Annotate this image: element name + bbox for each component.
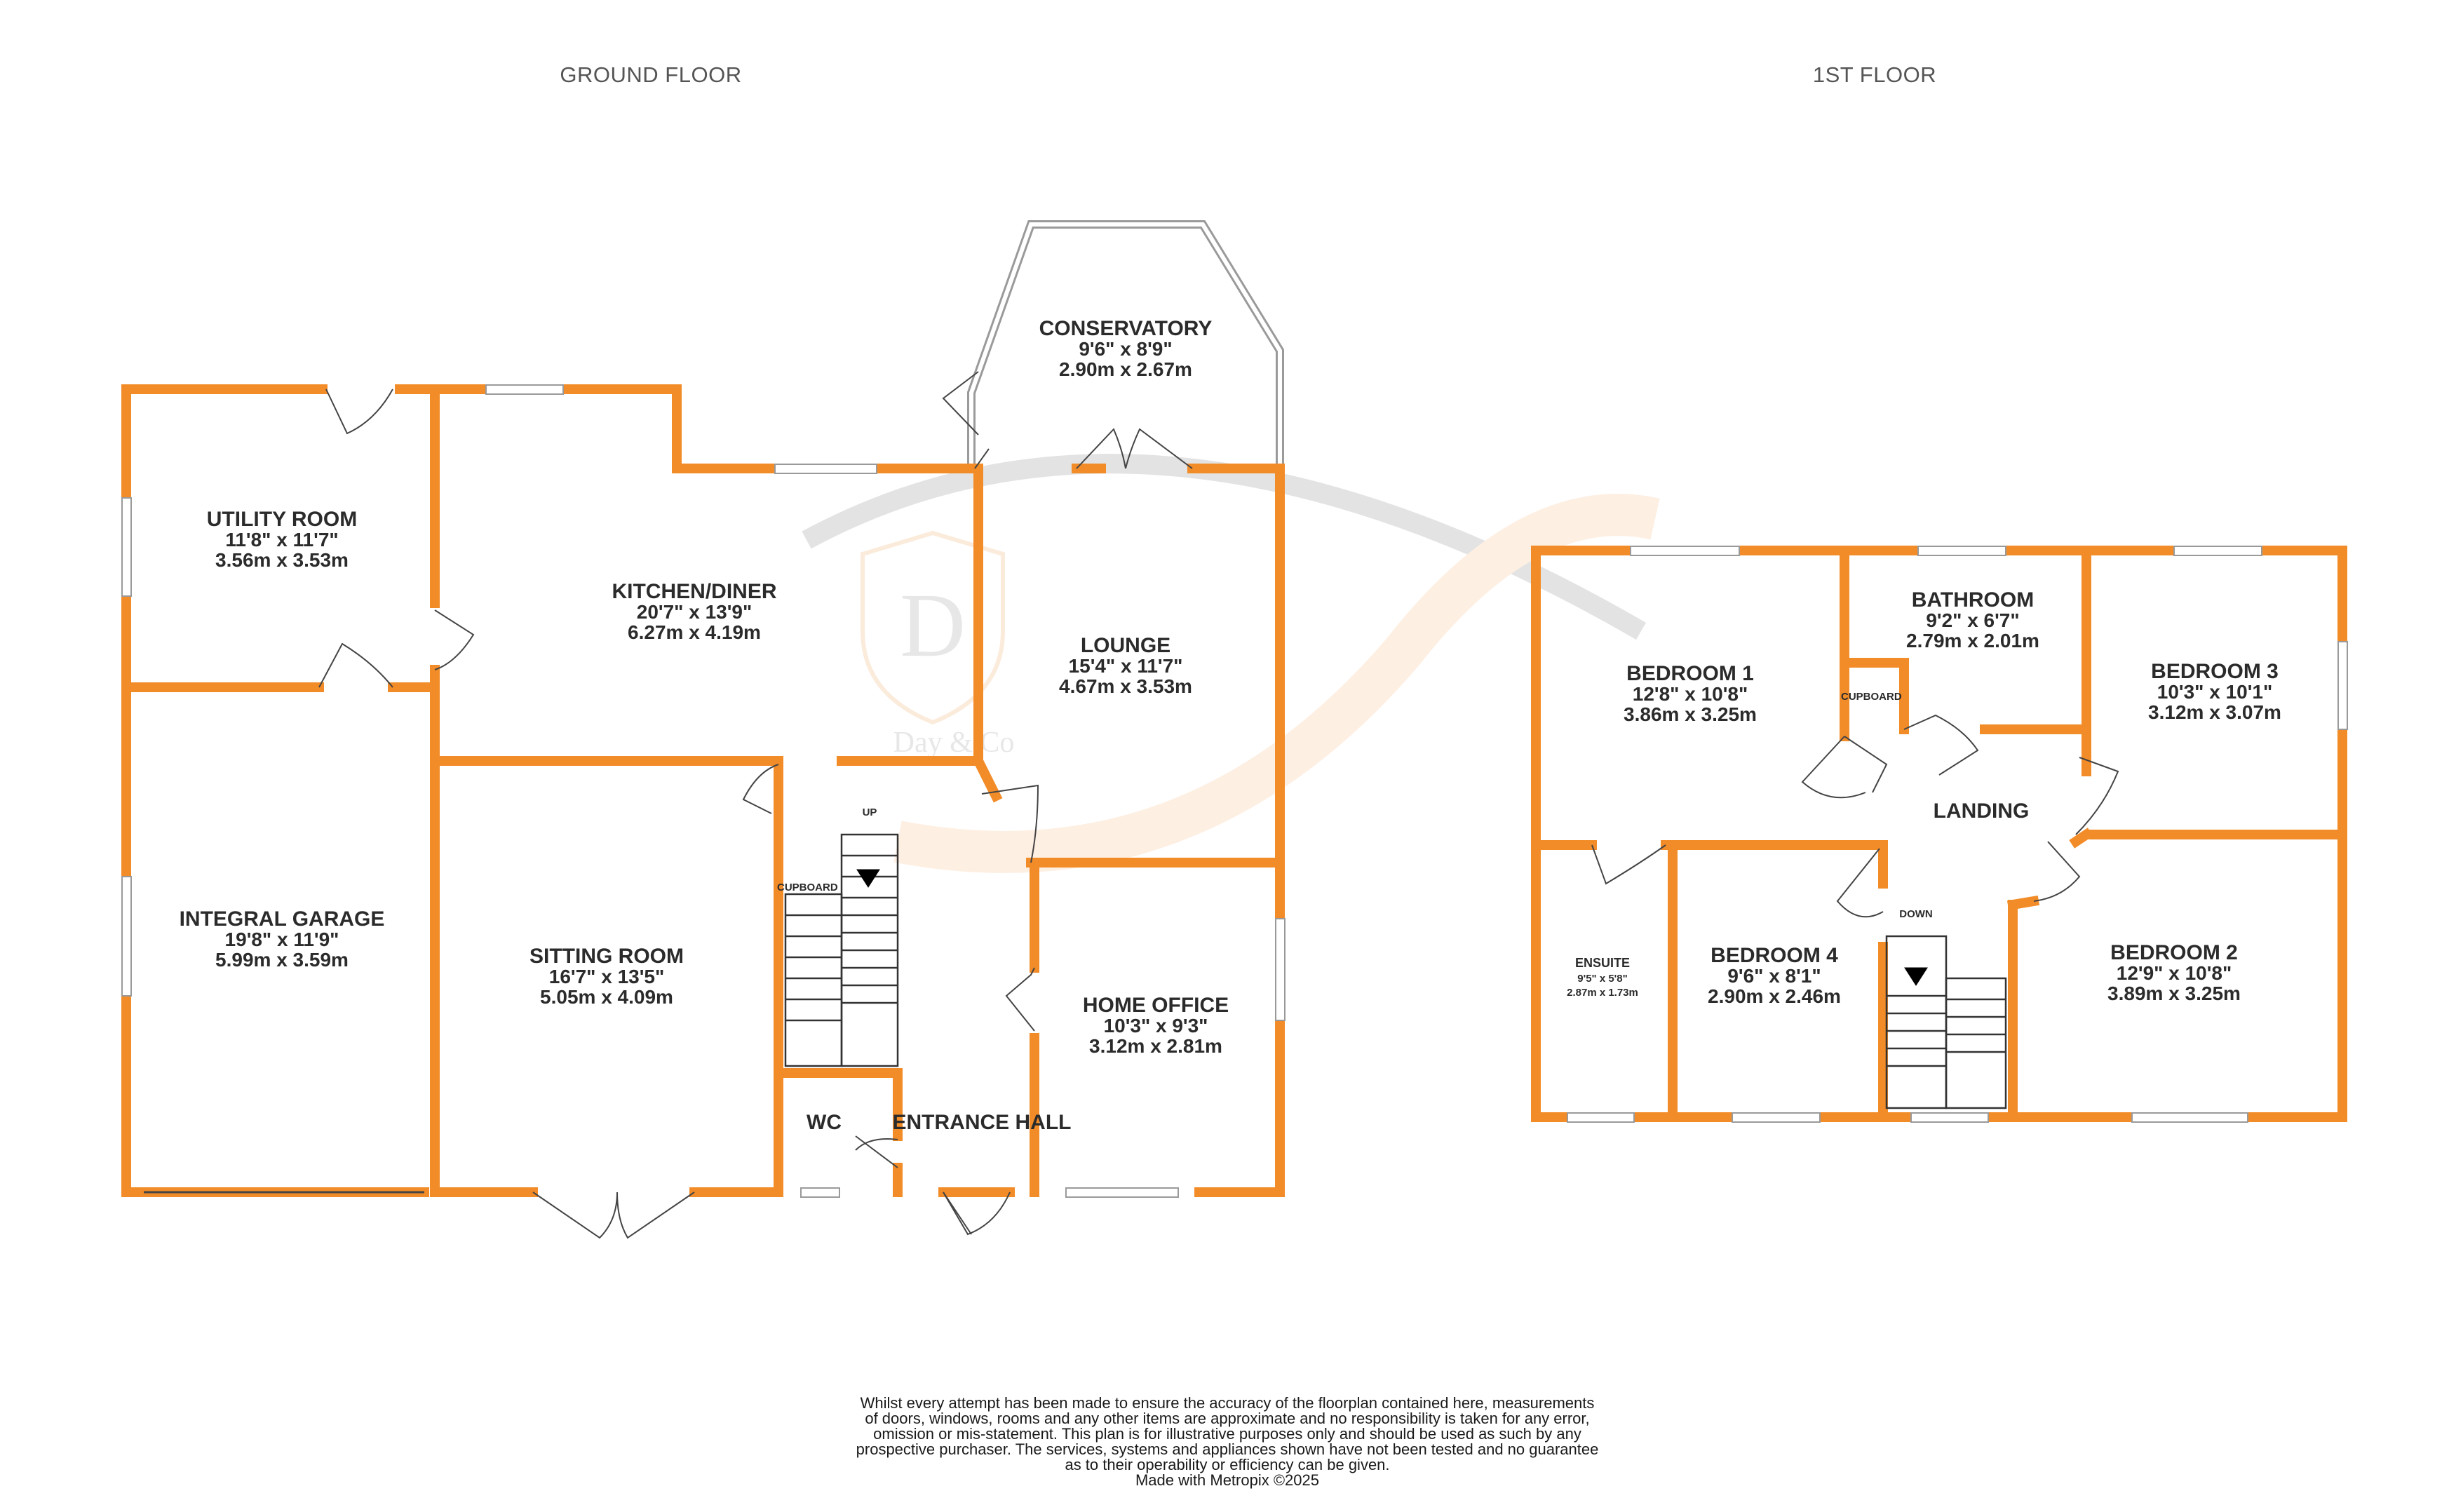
utility-name: UTILITY ROOM [206, 508, 358, 531]
window-bed2 [2132, 1113, 2248, 1122]
disclaimer-line: as to their operability or efficiency can be given. [1065, 1456, 1390, 1473]
ground-floor-plan [122, 224, 1285, 1238]
window-utility [122, 498, 131, 596]
ground-floor-title: GROUND FLOOR [560, 62, 742, 87]
disclaimer-line: omission or mis-statement. This plan is for illustrative purposes only and should be used as such by any [873, 1425, 1581, 1443]
ground-stairs [785, 835, 898, 1066]
disclaimer [771, 1396, 1683, 1488]
window-kitchen-top [486, 385, 563, 394]
window-office-front [1066, 1188, 1178, 1197]
garage-metric: 5.99m x 3.59m [215, 949, 349, 971]
watermark-letter: D [900, 575, 966, 676]
window-office-side [1276, 919, 1285, 1020]
wc-name: WC [807, 1111, 842, 1134]
watermark [807, 464, 1655, 852]
kitchen-imperial: 20'7" x 13'9" [636, 601, 753, 623]
office-metric: 3.12m x 2.81m [1089, 1035, 1222, 1057]
bedroom1-name: BEDROOM 1 [1626, 662, 1754, 685]
window-bed1 [1631, 546, 1739, 555]
bedroom3-name: BEDROOM 3 [2151, 660, 2279, 683]
bedroom2-imperial: 12'9" x 10'8" [2116, 962, 2232, 984]
lounge-metric: 4.67m x 3.53m [1059, 675, 1192, 697]
ensuite-imperial: 9'5" x 5'8" [1577, 973, 1628, 985]
bedroom4-imperial: 9'6" x 8'1" [1727, 965, 1821, 987]
window-bed4 [1732, 1113, 1820, 1122]
bedroom4-name: BEDROOM 4 [1711, 944, 1838, 967]
bathroom-metric: 2.79m x 2.01m [1906, 630, 2039, 652]
kitchen-metric: 6.27m x 4.19m [628, 621, 761, 643]
cupboard-first-label: CUPBOARD [1841, 691, 1902, 703]
lounge-name: LOUNGE [1080, 634, 1171, 657]
sitting-imperial: 16'7" x 13'5" [548, 966, 665, 987]
cupboard-ground-label: CUPBOARD [777, 882, 838, 893]
bathroom-imperial: 9'2" x 6'7" [1926, 609, 2020, 631]
bedroom3-metric: 3.12m x 3.07m [2148, 701, 2281, 723]
bedroom2-name: BEDROOM 2 [2110, 941, 2238, 964]
window-kitchen-rear [775, 464, 877, 473]
kitchen-name: KITCHEN/DINER [612, 580, 777, 603]
window-ensuite [1567, 1113, 1634, 1122]
disclaimer-line: of doors, windows, rooms and any other items are approximate and no responsibility is taken for any error, [865, 1410, 1590, 1427]
window-stairs [1911, 1113, 1988, 1122]
first-stairs [1887, 936, 2006, 1108]
garage-imperial: 19'8" x 11'9" [224, 929, 339, 950]
bathroom-name: BATHROOM [1911, 588, 2035, 612]
garage-name: INTEGRAL GARAGE [179, 907, 385, 931]
bedroom1-metric: 3.86m x 3.25m [1624, 703, 1757, 725]
bedroom1-imperial: 12'8" x 10'8" [1632, 683, 1748, 705]
hall-name: ENTRANCE HALL [892, 1111, 1072, 1134]
window-bed3-side [2338, 642, 2347, 729]
watermark-text: Day & Co [893, 727, 1015, 759]
utility-imperial: 11'8" x 11'7" [225, 529, 339, 551]
ground-doors [319, 372, 1192, 1238]
first-floor-title: 1ST FLOOR [1812, 62, 1937, 87]
window-bathroom [1918, 546, 2006, 555]
disclaimer-line: prospective purchaser. The services, systems and appliances shown have not been tested and no guarantee [856, 1440, 1599, 1458]
disclaimer-line: Whilst every attempt has been made to ensure the accuracy of the floorplan contained here, measurements [860, 1394, 1595, 1412]
conservatory-metric: 2.90m x 2.67m [1059, 358, 1192, 380]
sitting-metric: 5.05m x 4.09m [540, 986, 673, 1008]
lounge-imperial: 15'4" x 11'7" [1068, 655, 1183, 677]
first-floor-plan [1536, 546, 2347, 1122]
bedroom4-metric: 2.90m x 2.46m [1708, 985, 1841, 1007]
office-imperial: 10'3" x 9'3" [1103, 1015, 1208, 1037]
ensuite-metric: 2.87m x 1.73m [1567, 987, 1638, 999]
conservatory-imperial: 9'6" x 8'9" [1079, 338, 1173, 360]
window-wc [801, 1188, 839, 1197]
utility-metric: 3.56m x 3.53m [215, 549, 349, 571]
window-bed3-top [2174, 546, 2262, 555]
landing-name: LANDING [1933, 799, 2030, 823]
conservatory-name: CONSERVATORY [1039, 317, 1213, 340]
metropix-credit: Made with Metropix ©2025 [1135, 1471, 1319, 1489]
window-garage [122, 877, 131, 996]
stairs-down-label: DOWN [1899, 908, 1933, 920]
bedroom2-metric: 3.89m x 3.25m [2107, 983, 2241, 1004]
bedroom3-imperial: 10'3" x 10'1" [2157, 681, 2273, 703]
ensuite-name: ENSUITE [1574, 956, 1631, 970]
stairs-up-label: UP [862, 806, 877, 818]
office-name: HOME OFFICE [1082, 994, 1229, 1017]
sitting-name: SITTING ROOM [529, 945, 684, 968]
